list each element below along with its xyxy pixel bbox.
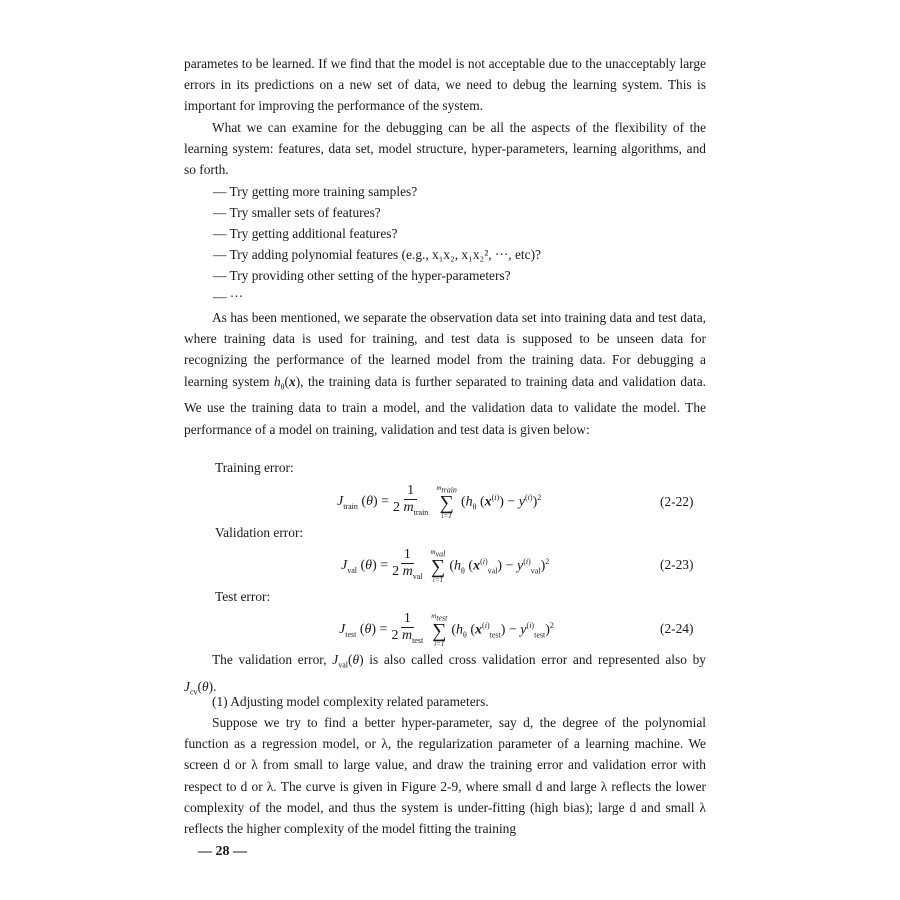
validation-error-equation: $J_{val}$ (θ) = $\frac{1}{2 m_{val}}$ $m_{val}$ ∑ i=1 ($h_\theta$ $(x^{(i)}_{val}) - y^{(i)}_{val})^2$ — [341, 547, 550, 585]
bullet-item: — Try getting additional features? — [213, 226, 398, 241]
training-error-label: Training error: — [215, 460, 294, 475]
bullet-item: — Try getting more training samples? — [213, 184, 418, 199]
bullet-item: — Try providing other setting of the hyper-parameters? — [213, 268, 511, 283]
paragraph-4: The validation error, $J_{val}(\theta)$ is also called cross validation error and represented also by $J_{cv}(\theta)$. — [184, 652, 706, 697]
page-number: — 28 — — [198, 844, 247, 859]
equation-number: (2-23) — [660, 557, 694, 572]
test-error-equation: $J_{test}$ (θ) = $\frac{1}{2 m_{test}}$ $m_{test}$ ∑ i=1 ($h_\theta$ $(x^{(i)}_{test}) - y^{(i)}_{test})^2$ — [339, 611, 554, 649]
bullet-item: — Try smaller sets of features? — [213, 205, 381, 220]
validation-error-label: Validation error: — [215, 525, 304, 540]
paragraph-1: parametes to be learned. If we find that the model is not acceptable due to the unacceptably large errors in its predictions on a new set of data, we need to debug the learning system. This is important for improving the performance of the system. — [184, 56, 706, 114]
training-error-equation: $J_{train}$ (θ) = $\frac{1}{2 m_{train}}$ $m_{train}$ ∑ i=1 ($h_\theta$ $(x^{(i)}) - y^{(i)})^2$ — [337, 483, 542, 521]
bullet-item: — Try adding polynomial features (e.g., x₁x₂, x₁x₂², ···, etc)? — [213, 247, 541, 262]
paragraph-3: As has been mentioned, we separate the observation data set into training data and test data, where training data is used for training, and test data is supposed to be unseen data for recognizing the performance of the learned model from the training data. For debugging a learning system $h_\theta(x)$, the training data is further separated to training data and validation data. We use the training data to train a model, and the validation data to validate the model. The performance of a model on training, validation and test data is given below: — [184, 310, 706, 437]
paragraph-2: What we can examine for the debugging can be all the aspects of the flexibility of the learning system: features, data set, model structure, hyper-parameters, learning algorithms, and so forth. — [184, 120, 706, 178]
section-heading: (1) Adjusting model complexity related parameters. — [212, 694, 489, 709]
equation-number: (2-22) — [660, 494, 694, 509]
equation-number: (2-24) — [660, 621, 694, 636]
bullet-item: — ··· — [213, 289, 244, 304]
test-error-label: Test error: — [215, 589, 271, 604]
paragraph-6: Suppose we try to find a better hyper-parameter, say d, the degree of the polynomial function as a regression model, or λ, the regularization parameter of a learning machine. We screen d or λ from small to large value, and draw the training error and validation error with respect to d or λ. The curve is given in Figure 2-9, where small d and large λ reflects the lower complexity of the model, and thus the system is under-fitting (high bias); large d and small λ reflects the higher complexity of the model fitting the training — [184, 715, 706, 837]
